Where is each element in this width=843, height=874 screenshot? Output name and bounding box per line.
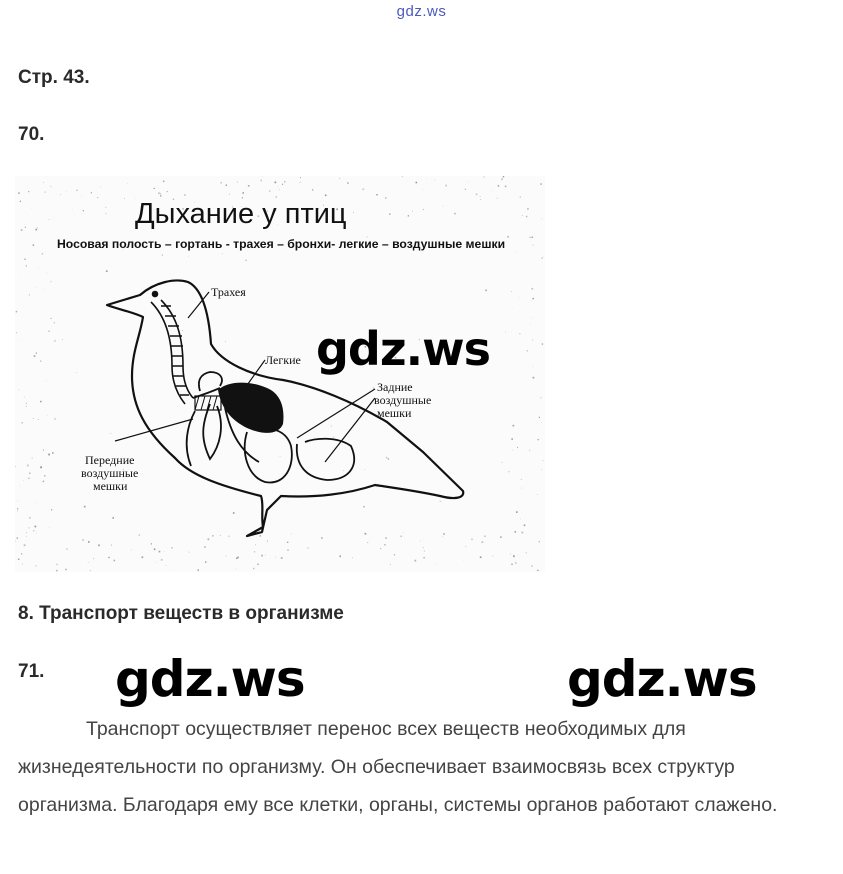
task-number-70: 70. xyxy=(18,124,45,145)
figure-subtitle: Носовая полость – гортань - трахея – бронхи- легкие – воздушные мешки xyxy=(57,237,506,251)
watermark: gdz.ws xyxy=(115,650,305,708)
label-rear-sacs-3: мешки xyxy=(377,406,412,420)
section-title: 8. Транспорт веществ в организме xyxy=(18,603,344,624)
answer-paragraph: Транспорт осуществляет перенос всех веществ необходимых для жизнедеятельности по организму. Он обеспечивает взаимосвязь всех структур организма. Благодаря ему все клетки, органы, системы органов работают слажено. xyxy=(18,718,778,816)
label-lungs: Легкие xyxy=(265,353,301,367)
trachea-tube xyxy=(151,300,193,404)
page-reference: Стр. 43. xyxy=(18,67,90,88)
label-front-sacs-2: воздушные xyxy=(81,466,139,480)
figure-title: Дыхание у птиц xyxy=(135,198,347,230)
site-link[interactable]: gdz.ws xyxy=(396,3,447,20)
label-front-sacs-3: мешки xyxy=(93,479,128,493)
task-number-71: 71. xyxy=(18,661,45,682)
label-front-sacs-1: Передние xyxy=(85,453,135,467)
lungs xyxy=(218,383,283,433)
label-rear-sacs-2: воздушные xyxy=(374,393,432,407)
watermark: gdz.ws xyxy=(567,650,757,708)
label-rear-sacs-1: Задние xyxy=(377,380,413,394)
watermark: gdz.ws xyxy=(316,322,490,376)
label-trachea: Трахея xyxy=(211,285,246,299)
